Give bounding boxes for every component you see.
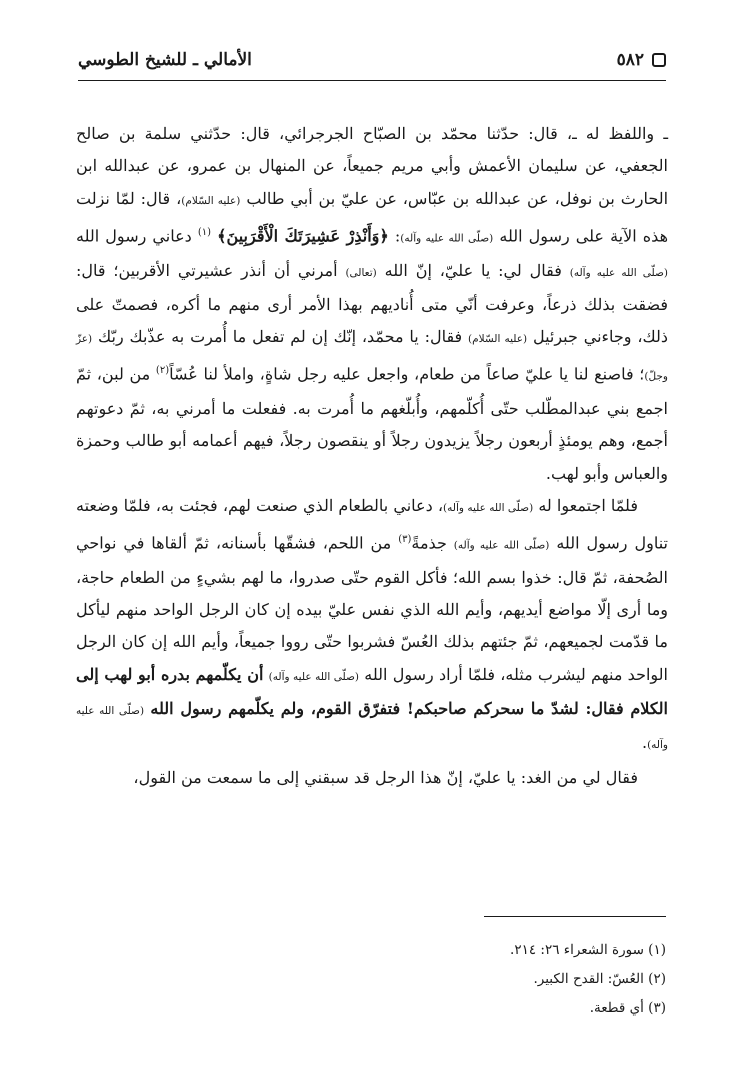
salutation: (صلّى الله عليه وآله) — [453, 539, 550, 552]
page-header — [78, 44, 666, 76]
salutation: (تعالى) — [345, 266, 377, 279]
page-number: ٥٨٢ — [616, 50, 644, 70]
salutation: (عزّ وجلّ) — [76, 333, 668, 383]
footnote-1: (١) سورة الشعراء ٢٦: ٢١٤. — [510, 942, 666, 958]
running-title: الأمالي ـ للشيخ الطوسي — [78, 50, 252, 70]
salutation: (عليه السّلام) — [468, 333, 528, 346]
footnote-ref-3: (٣) — [398, 534, 412, 546]
salutation: (صلّى الله عليه وآله) — [443, 501, 534, 514]
p1-text-a: ـ واللفظ له ـ، قال: حدّثنا محمّد بن الصبّاح الجرجرائي، قال: حدّثني سلمة بن صالح الجعفي، عن سليمان الأعمش وأبي مريم جميعاً، عن المنهال بن عمرو، عن عبدالله ابن الحارث بن نوفل، عن عبدالله بن عبّاس، عن عليّ بن أبي طالب — [76, 124, 669, 208]
p1-text-g: فقال: يا محمّد، إنّك إن لم تفعل ما أُمرت به عذّبك ربّك — [98, 327, 463, 347]
p1-text-h: ؛ فاصنع لنا يا عليّ صاعاً من طعام، واجعل عليه رجل شاةٍ، واملأ لنا عُسّاً — [169, 364, 645, 384]
p2-text-e: أن يكلّمهم بدره أبو لهب إلى الكلام فقال: لشدّ ما سحركم صاحبكم! فتفرّق القوم، ولم يكلّمهم رسول الله — [76, 664, 668, 719]
footnotes — [200, 936, 666, 1023]
p1-text-i: من لبن، ثمّ اجمع بني عبدالمطّلب حتّى أُكلّمهم، وأُبلّغهم ما أُمرت به. ففعلت ما أمرني به، ثمّ دعوتهم أجمع، وهم يومئذٍ أربعون رجلاً يزيدون رجلاً أو ينقصون رجلاً، فيهم أعمامه أبو طالب وحمزة والعباس وأبو لهب. — [76, 364, 669, 483]
p1-text-e: فقال لي: يا عليّ، إنّ الله — [384, 260, 562, 280]
quran-verse: ﴿وَأَنْذِرْ عَشِيرَتَكَ الْأَقْرَبِينَ﴾ — [217, 226, 389, 246]
salutation: (صلّى الله عليه وآله) — [569, 266, 669, 279]
p2-text-b: ، دعاني بالطعام الذي صنعت لهم، فجئت به، فلمّا وضعته تناول رسول الله — [76, 495, 668, 553]
paragraph-3: فقال لي من الغد: يا عليّ، إنّ هذا الرجل قد سبقني إلى ما سمعت من القول، — [133, 767, 638, 787]
p1-text-f: أمرني أن أنذر عشيرتي الأقربين؛ قال: فضقت بذلك ذرعاً، وعرفت أنّي متى أُناديهم بهذا الأمر أرى منهم ما أكره، فصمتّ على ذلك، وجاءني جبرئيل — [76, 260, 669, 347]
p2-text-d: من اللحم، فشقّها بأسنانه، ثمّ ألقاها في نواحي الصُحفة، ثمّ قال: خذوا بسم الله؛ فأكل القوم حتّى صدروا، ما لهم بشيءٍ من الطعام حاجة، وما أرى إلّا مواضع أيديهم، وأيم الله الذي نفس عليّ بيده إن كان الرجل الواحد منهم ليأكل ما قدّمت لجميعهم، ثمّ جئتهم بذلك العُسّ فشربوا حتّى رووا جميعاً، وأيم الله إن كان الرجل الواحد منهم ليشرب مثله، فلمّا أراد رسول الله — [76, 533, 669, 684]
p1-text-c: : — [394, 226, 401, 246]
salutation: (صلّى الله عليه وآله) — [268, 670, 360, 683]
header-rule — [78, 80, 666, 81]
footnote-rule — [484, 916, 666, 917]
p2-text-f: . — [641, 733, 648, 753]
paragraph-2 — [76, 490, 668, 762]
footnote-3: (٣) أي قطعة. — [589, 1000, 666, 1016]
salutation: (صلّى الله عليه وآله) — [400, 232, 494, 245]
footnote-ref-1: (١) — [197, 226, 212, 238]
p2-text-a: فلمّا اجتمعوا له — [538, 495, 638, 515]
paragraph-1 — [76, 118, 668, 490]
page-number-group — [617, 50, 666, 70]
footnote-2: (٢) العُسّ: القدح الكبير. — [533, 971, 666, 987]
salutation: (صلّى الله عليه وآله) — [76, 705, 668, 752]
footnote-ref-2: (٢) — [155, 365, 170, 377]
body-text — [76, 118, 668, 794]
square-box-icon — [652, 53, 666, 67]
salutation: (عليه السّلام) — [181, 194, 241, 207]
p2-text-c: جذمةً — [411, 533, 447, 553]
p1-text-b: ، قال: لمّا نزلت هذه الآية على رسول الله — [76, 188, 669, 246]
p1-text-d: دعاني رسول الله — [76, 226, 192, 246]
